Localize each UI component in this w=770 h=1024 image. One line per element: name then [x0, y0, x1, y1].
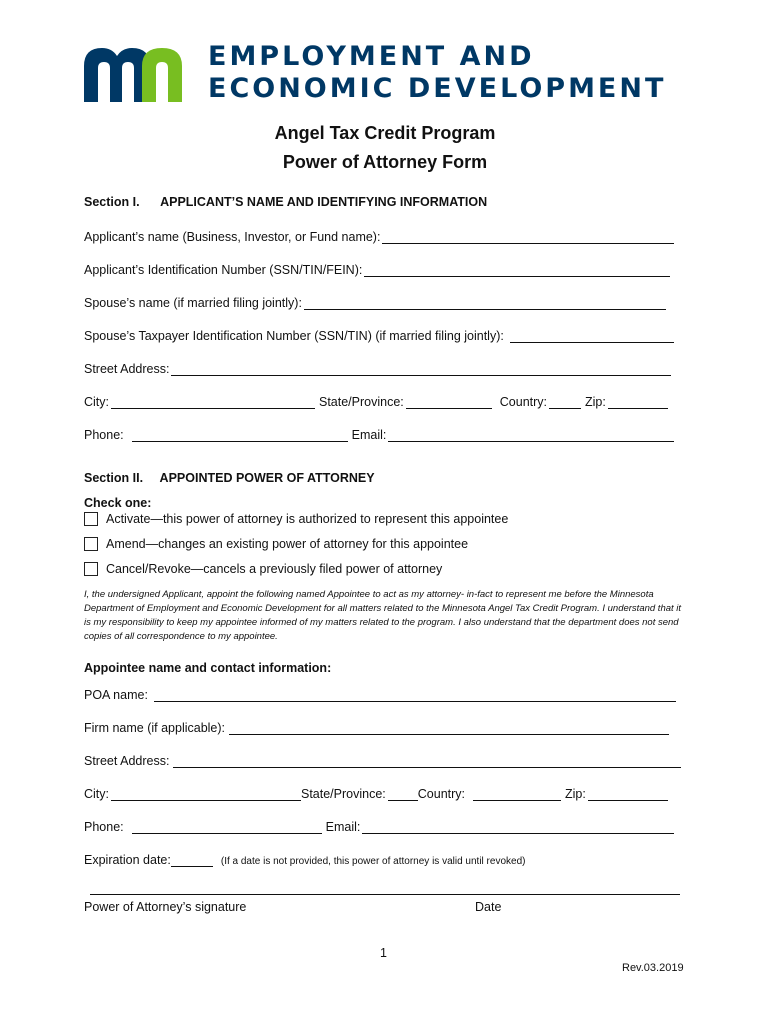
city-field[interactable]	[111, 396, 315, 409]
poa-name-field[interactable]	[154, 689, 676, 702]
expiration-field[interactable]	[171, 854, 213, 867]
appointment-statement: I, the undersigned Applicant, appoint the following named Appointee to act as my attorney- in-fact to represent me before the Minnesota Department of Employment and Economic Development for all matters related to the Minnesota Angel Tax Credit Program. I understand that it is my responsibility to keep my appointee informed of my matters related to the program. I also understand that the department does not send copies of all correspondence to my appointee.	[84, 589, 682, 642]
zip-field[interactable]	[608, 396, 668, 409]
poa-phone-row	[84, 816, 678, 834]
form-title: Power of Attorney Form	[282, 152, 488, 172]
expiration-row	[84, 849, 525, 867]
page-number: 1	[380, 946, 387, 960]
appointee-heading: Appointee name and contact information:	[84, 661, 332, 675]
applicant-id-field[interactable]	[364, 264, 670, 277]
section2-title: APPOINTED POWER OF ATTORNEY	[159, 471, 375, 485]
poa-street-row	[84, 750, 685, 768]
phone-label: Phone:	[84, 428, 124, 442]
date-label: Date	[475, 900, 502, 914]
phone-field[interactable]	[132, 429, 348, 442]
option-amend[interactable]	[84, 537, 468, 551]
poa-country-field[interactable]	[473, 788, 561, 801]
poa-city-row	[84, 783, 672, 801]
state-label: State/Province:	[319, 395, 404, 409]
option-label: Activate—this power of attorney is authorized to represent this appointee	[106, 512, 509, 526]
firm-name-row	[84, 717, 673, 735]
firm-name-field[interactable]	[229, 722, 669, 735]
checkbox[interactable]	[84, 562, 98, 576]
email-label: Email:	[351, 428, 387, 442]
signature-label: Power of Attorney’s signature	[84, 900, 247, 914]
revision-label: Rev.03.2019	[622, 962, 684, 974]
checkbox[interactable]	[84, 537, 98, 551]
poa-phone-field[interactable]	[132, 821, 322, 834]
poa-email-field[interactable]	[362, 821, 674, 834]
applicant-id-row	[84, 259, 674, 277]
poa-zip-field[interactable]	[588, 788, 668, 801]
city-label: City:	[84, 395, 109, 409]
checkbox[interactable]	[84, 512, 98, 526]
expiration-note: (If a date is not provided, this power of attorney is valid until revoked)	[220, 856, 526, 867]
check-one-label: Check one:	[84, 496, 152, 510]
option-label: Amend—changes an existing power of attorney for this appointee	[106, 537, 469, 551]
country-field[interactable]	[549, 396, 581, 409]
option-label: Cancel/Revoke—cancels a previously filed power of attorney	[106, 562, 443, 576]
spouse-tin-field[interactable]	[510, 330, 674, 343]
poa-name-label: POA name:	[84, 688, 148, 702]
poa-city-field[interactable]	[111, 788, 301, 801]
applicant-name-row	[84, 226, 678, 244]
state-field[interactable]	[406, 396, 492, 409]
agency-name-line1: EMPLOYMENT AND	[208, 41, 535, 72]
expiration-label: Expiration date:	[84, 853, 171, 867]
firm-name-label: Firm name (if applicable):	[84, 721, 226, 735]
section2-label: Section II.	[84, 471, 144, 485]
agency-name-line2: ECONOMIC DEVELOPMENT	[208, 73, 667, 104]
zip-label: Zip:	[585, 395, 606, 409]
street-row	[84, 358, 675, 376]
section1-title: APPLICANT’S NAME AND IDENTIFYING INFORMATION	[160, 195, 488, 209]
poa-state-field[interactable]	[388, 788, 418, 801]
phone-row	[84, 424, 678, 442]
applicant-name-field[interactable]	[382, 231, 674, 244]
country-label: Country:	[499, 395, 548, 409]
poa-email-label: Email:	[325, 820, 361, 834]
applicant-name-label: Applicant’s name (Business, Investor, or Fund name):	[84, 230, 381, 244]
section2-heading	[84, 471, 375, 485]
program-title: Angel Tax Credit Program	[274, 123, 496, 143]
signature-line[interactable]	[90, 894, 680, 895]
poa-country-label: Country:	[417, 787, 466, 801]
poa-city-label: City:	[84, 787, 109, 801]
poa-name-row	[84, 684, 680, 702]
spouse-name-row	[84, 292, 670, 310]
city-row	[84, 391, 672, 409]
poa-street-field[interactable]	[173, 755, 681, 768]
section1-label: Section I.	[84, 195, 140, 209]
street-label: Street Address:	[84, 362, 170, 376]
spouse-name-field[interactable]	[304, 297, 666, 310]
spouse-tin-label: Spouse’s Taxpayer Identification Number (SSN/TIN) (if married filing jointly):	[84, 329, 504, 343]
poa-zip-label: Zip:	[565, 787, 586, 801]
poa-street-label: Street Address:	[84, 754, 170, 768]
spouse-name-label: Spouse’s name (if married filing jointly):	[84, 296, 302, 310]
applicant-id-label: Applicant’s Identification Number (SSN/TIN/FEIN):	[84, 263, 363, 277]
email-field[interactable]	[388, 429, 674, 442]
poa-phone-label: Phone:	[84, 820, 124, 834]
street-field[interactable]	[171, 363, 671, 376]
spouse-tin-row	[84, 325, 678, 343]
option-activate[interactable]	[84, 512, 508, 526]
mn-logo	[84, 46, 194, 102]
poa-state-label: State/Province:	[301, 787, 386, 801]
option-cancel-revoke[interactable]	[84, 562, 442, 576]
section1-heading	[84, 195, 487, 209]
